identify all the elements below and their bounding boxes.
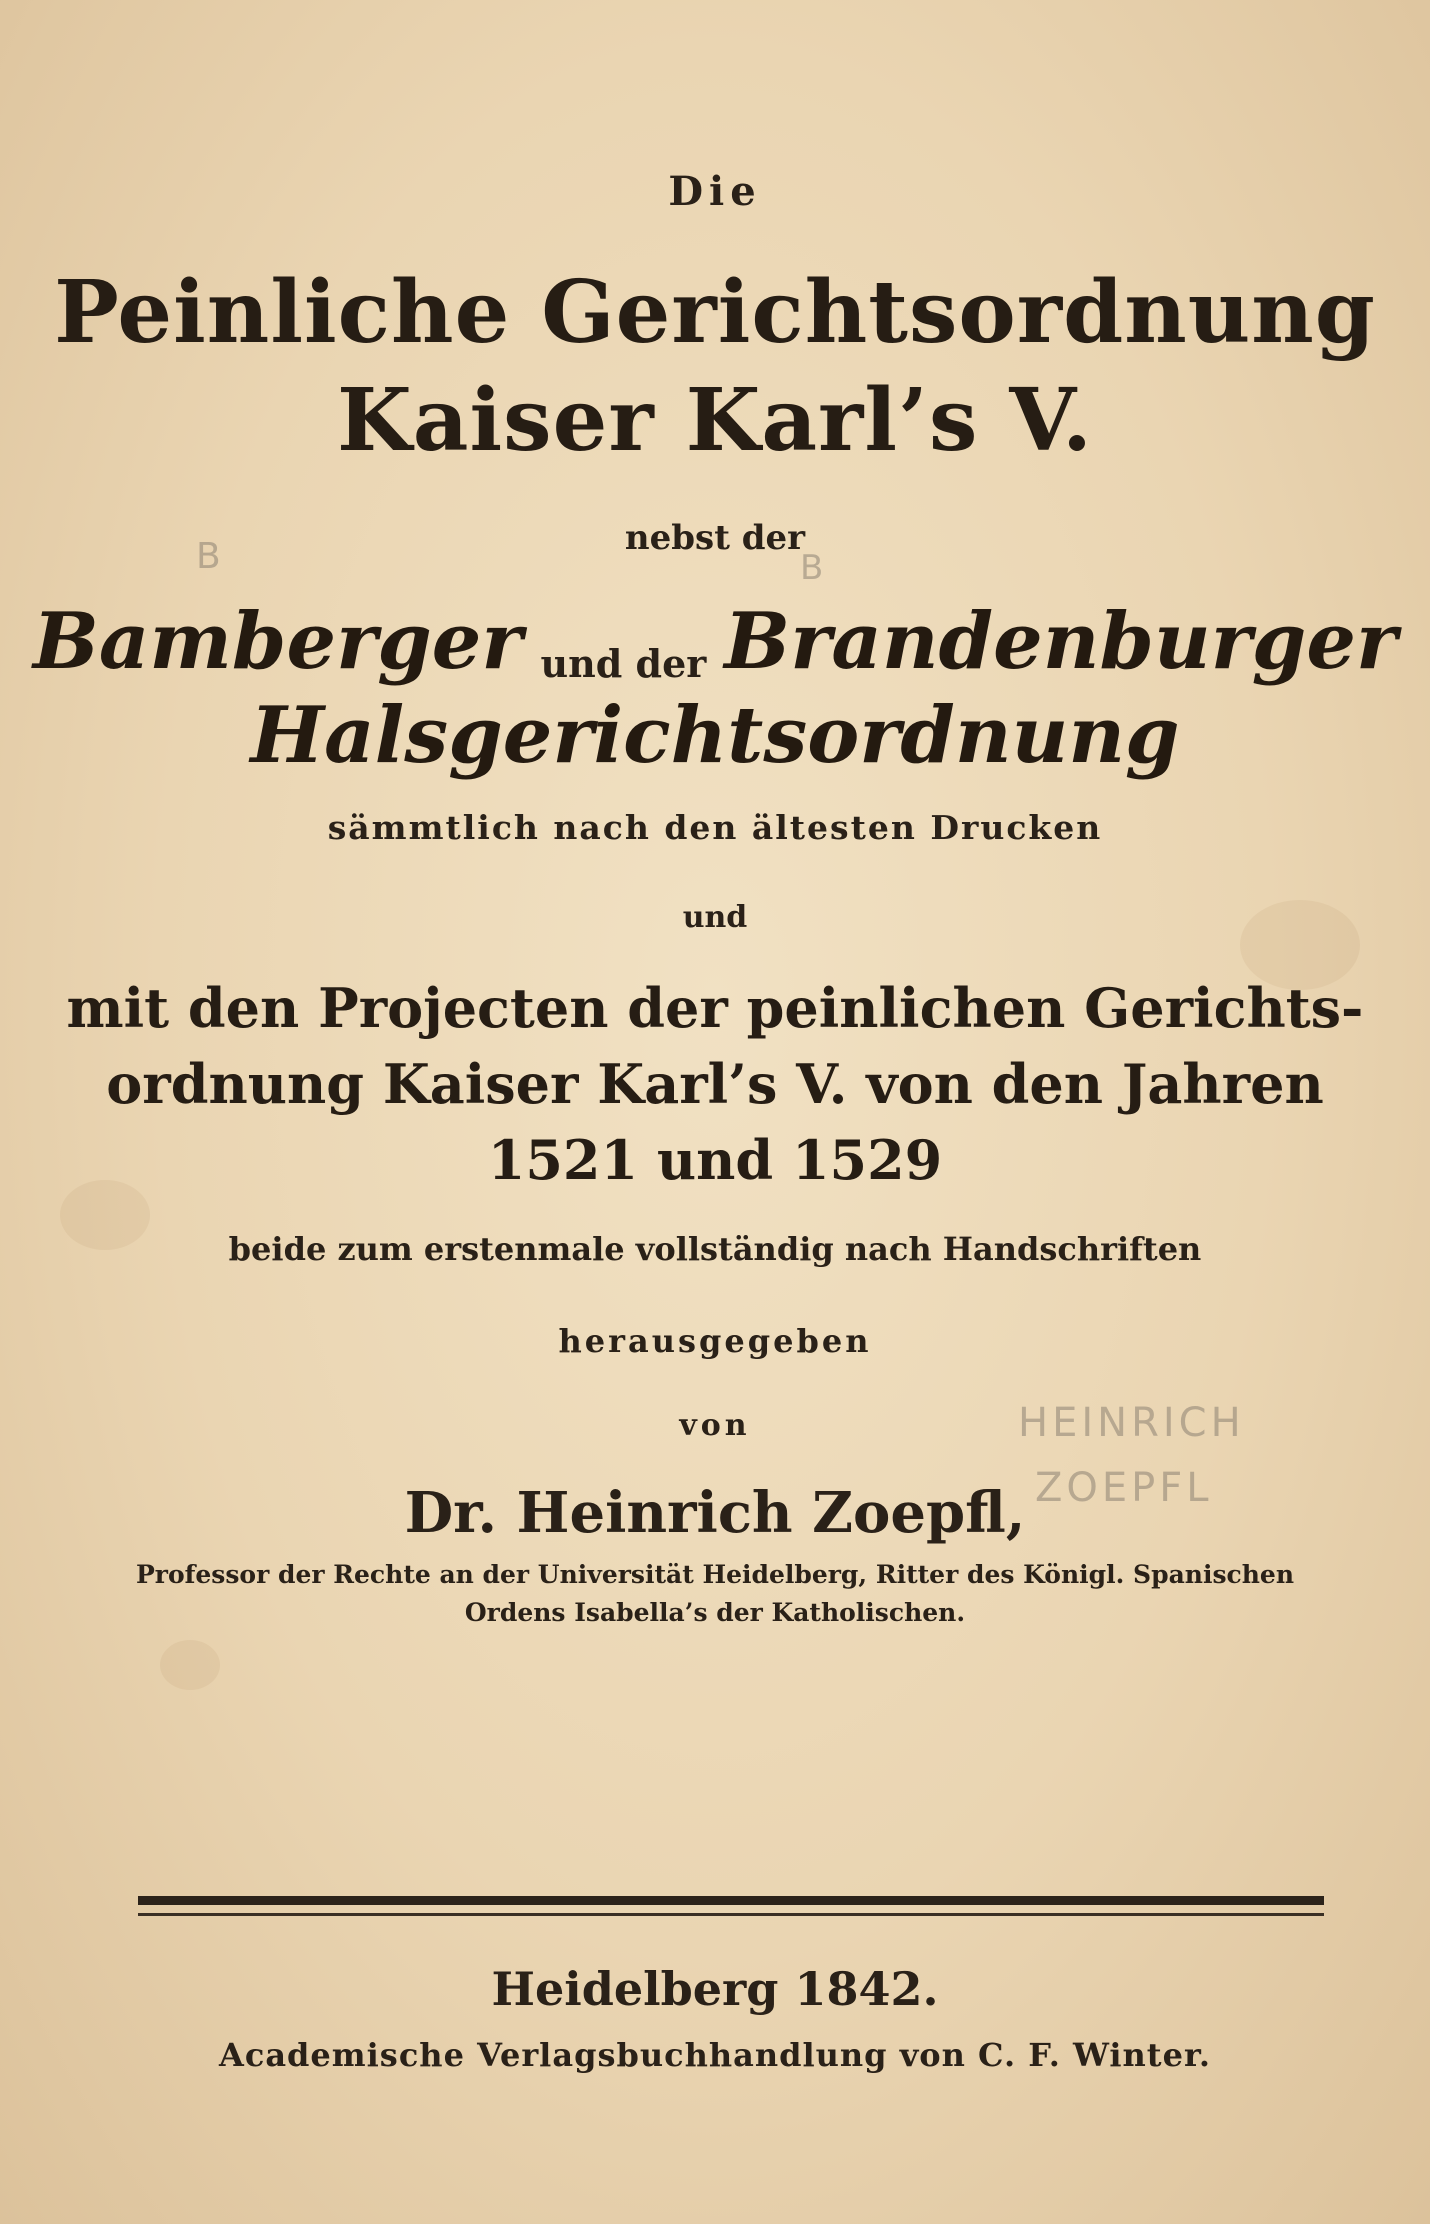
subtitle-nebst: nebst der <box>624 518 806 558</box>
title-die: Die <box>668 168 762 215</box>
herausgegeben-line: herausgegeben <box>558 1322 872 1360</box>
title-line-1: Peinliche Gerichtsordnung <box>54 262 1376 363</box>
und-line: und <box>682 900 748 935</box>
projects-line-1: mit den Projecten der peinlichen Gerichts- <box>66 976 1364 1040</box>
bamberger-word: Bamberger <box>32 596 523 687</box>
pencil-annotation-b2: B <box>800 548 828 588</box>
projects-line-3: 1521 und 1529 <box>487 1128 943 1192</box>
pencil-annotation-surname: ZOEPFL <box>1035 1465 1213 1511</box>
fraktur-row <box>0 596 1430 687</box>
professor-line-1: Professor der Rechte an der Universität Heidelberg, Ritter des Königl. Spanischen <box>135 1560 1295 1589</box>
divider-rule-thin <box>138 1913 1324 1916</box>
divider-rule-thick <box>138 1896 1324 1905</box>
brandenburger-word: Brandenburger <box>724 596 1398 687</box>
von-line: von <box>679 1408 751 1443</box>
paper-stain <box>160 1640 220 1690</box>
und-der-words: und der <box>540 641 707 686</box>
city-year: Heidelberg 1842. <box>491 1962 939 2016</box>
projects-line-2: ordnung Kaiser Karl’s V. von den Jahren <box>106 1052 1324 1116</box>
beide-line: beide zum erstenmale vollständig nach Handschriften <box>228 1230 1202 1268</box>
pencil-annotation-name: HEINRICH <box>1018 1400 1245 1446</box>
pencil-annotation-b1: B <box>196 536 225 577</box>
professor-line-2: Ordens Isabella’s der Katholischen. <box>464 1598 966 1627</box>
title-line-2: Kaiser Karl’s V. <box>337 370 1093 471</box>
publisher-line: Academische Verlagsbuchhandlung von C. F. Winter. <box>219 2036 1211 2074</box>
author-name: Dr. Heinrich Zoepfl, <box>404 1480 1026 1546</box>
saemmtlich-line: sämmtlich nach den ältesten Drucken <box>327 808 1103 847</box>
halsgerichtsordnung-word: Halsgerichtsordnung <box>250 690 1180 781</box>
